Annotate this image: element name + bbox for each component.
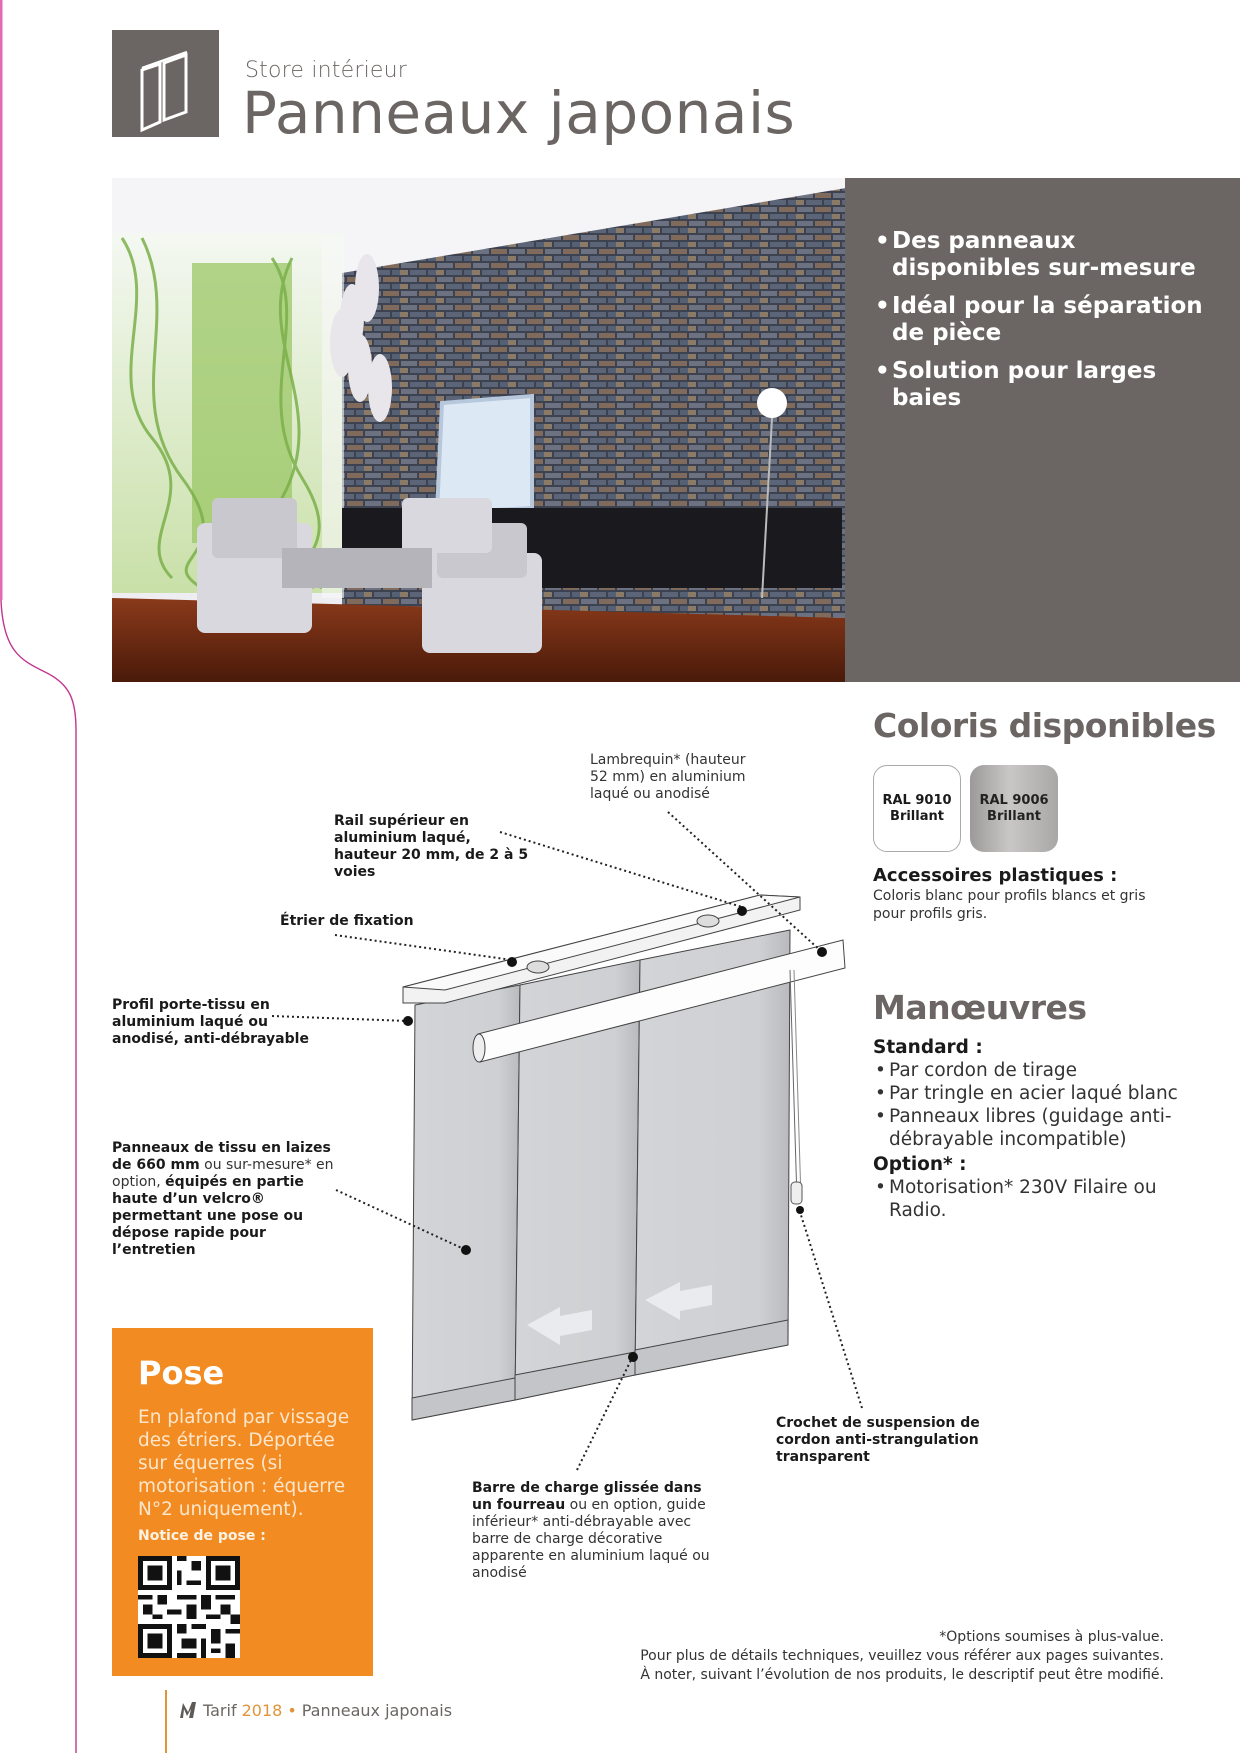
list-item: • Par cordon de tirage <box>873 1059 1193 1082</box>
swatch-finish: Brillant <box>987 808 1041 824</box>
callout-bold: équipés en partie haute d’un velcro® permettant une pose ou dépose rapide pour l’entretien <box>112 1174 304 1258</box>
coloris-heading: Coloris disponibles <box>873 706 1216 745</box>
swatch-code: RAL 9010 <box>882 792 952 808</box>
pose-box <box>112 1328 373 1676</box>
footer-rule <box>165 1690 167 1753</box>
callout-panneaux <box>112 1140 337 1259</box>
cord-hook <box>791 1182 802 1204</box>
list-item: • Par tringle en acier laqué blanc <box>873 1082 1193 1105</box>
footer-separator: • <box>287 1700 297 1720</box>
callout-crochet: Crochet de suspension de cordon anti-strangulation transparent <box>776 1415 980 1465</box>
footnote-line: Pour plus de détails techniques, veuillez vous référer aux pages suivantes. <box>640 1648 1164 1664</box>
pose-text: En plafond par vissage des étriers. Déportée sur équerres (si motorisation : équerre N°2 uniquement). <box>138 1407 350 1520</box>
m-logo-icon <box>178 1700 198 1720</box>
callout-light: ou sur-mesure* en option, <box>112 1157 334 1190</box>
manoeuvres-heading: Manœuvres <box>873 988 1087 1027</box>
list-item: • Panneaux libres (guidage anti-débrayable incompatible) <box>873 1105 1193 1151</box>
option-label: Option* : <box>873 1154 967 1175</box>
page-title: Panneaux japonais <box>242 79 796 147</box>
footnote-line: À noter, suivant l’évolution de nos produits, le descriptif peut être modifié. <box>640 1667 1164 1683</box>
footnotes <box>640 1628 1164 1685</box>
feature-item: • Solution pour larges baies <box>875 358 1225 412</box>
footer-year: 2018 <box>241 1700 283 1720</box>
callout-bold: Barre de charge glissée dans un fourreau <box>472 1480 702 1513</box>
callout-profil: Profil porte-tissu en aluminium laqué ou anodisé, anti-débrayable <box>112 997 309 1047</box>
qr-code-icon[interactable] <box>138 1556 240 1658</box>
accessories-heading: Accessoires plastiques : <box>873 865 1118 886</box>
footer-section: Panneaux japonais <box>301 1700 453 1720</box>
callout-rail: Rail supérieur en aluminium laqué, hauteur 20 mm, de 2 à 5 voies <box>334 813 529 880</box>
page-subtitle: Store intérieur <box>245 58 408 83</box>
accessories-text: Coloris blanc pour profils blancs et gris pour profils gris. <box>873 888 1146 922</box>
pull-cord <box>790 970 797 1200</box>
callout-barre <box>472 1480 722 1582</box>
pose-heading: Pose <box>138 1354 225 1392</box>
swatch-finish: Brillant <box>890 808 944 824</box>
feature-item: • Idéal pour la séparation de pièce <box>875 293 1225 347</box>
callout-etrier: Étrier de fixation <box>280 913 414 929</box>
callout-bold: Panneaux de tissu en laizes de 660 mm <box>112 1140 331 1173</box>
swatch-code: RAL 9006 <box>979 792 1049 808</box>
footnote-line: *Options soumises à plus-value. <box>939 1629 1164 1645</box>
callout-light: ou en option, guide inférieur* anti-débrayable avec barre de charge décorative apparente en aluminium laqué ou anodisé <box>472 1497 710 1581</box>
standard-label: Standard : <box>873 1037 983 1058</box>
callout-lambrequin <box>590 752 765 803</box>
notice-label: Notice de pose : <box>138 1528 266 1544</box>
list-item: • Motorisation* 230V Filaire ou Radio. <box>873 1176 1193 1222</box>
footer-tarif: Tarif <box>203 1700 237 1720</box>
page-footer <box>178 1700 452 1720</box>
feature-item: • Des panneaux disponibles sur-mesure <box>875 228 1225 282</box>
callout-text: Lambrequin* (hauteur 52 mm) en aluminium laqué ou anodisé <box>590 752 746 802</box>
